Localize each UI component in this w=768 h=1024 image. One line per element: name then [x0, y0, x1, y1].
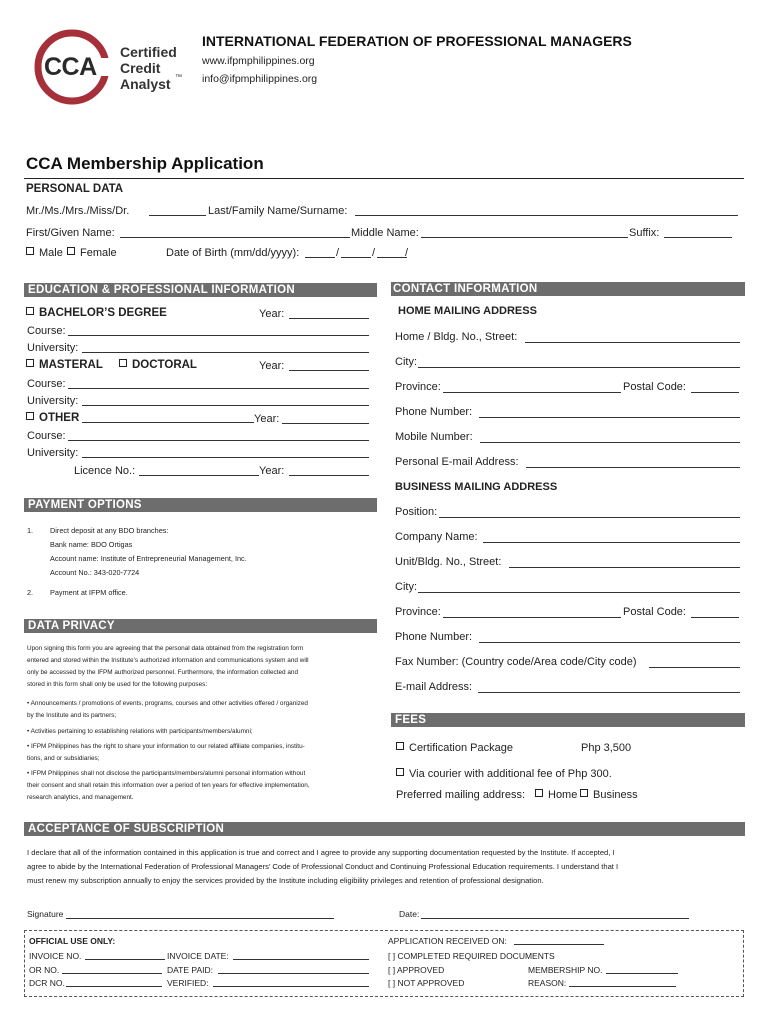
- payment-number-1: 1.: [27, 526, 34, 535]
- verified-label: VERIFIED:: [167, 978, 209, 988]
- acceptance-line-1: I declare that all of the information contained in this application is true and correct and I agree to provide any supporting documentation requested by the Institute. If accepted, I: [27, 848, 615, 857]
- home-postal-label: Postal Code:: [623, 381, 686, 393]
- privacy-text-1: Upon signing this form you are agreeing that the personal data obtained from the registration form: [27, 645, 304, 652]
- home-address-heading: HOME MAILING ADDRESS: [398, 305, 537, 317]
- business-street-field[interactable]: [509, 567, 740, 568]
- female-option[interactable]: [67, 247, 117, 260]
- first-name-field[interactable]: [120, 237, 350, 238]
- application-received-label: APPLICATION RECEIVED ON:: [388, 936, 507, 946]
- dob-label: Date of Birth (mm/dd/yyyy):: [166, 247, 300, 259]
- salutation-label: Mr./Ms./Mrs./Miss/Dr.: [26, 205, 130, 217]
- payment-bank-name: Bank name: BDO Ortigas: [50, 540, 133, 549]
- male-option[interactable]: [26, 247, 63, 260]
- title-rule: [24, 178, 744, 179]
- reason-label: REASON:: [528, 978, 567, 988]
- signature-label: Signature: [27, 909, 64, 919]
- position-field[interactable]: [439, 517, 740, 518]
- home-city-label: City:: [395, 356, 417, 368]
- home-province-label: Province:: [395, 381, 441, 393]
- privacy-text-3: only be accessed by the IFPM authorized personnel. Furthermore, the information collected and: [27, 669, 299, 676]
- privacy-bullet-1a: • Announcements / promotions of events, programs, courses and other activities offered / organized: [27, 700, 308, 707]
- position-label: Position:: [395, 506, 438, 518]
- business-email-label: E-mail Address:: [395, 681, 473, 693]
- form-title: CCA Membership Application: [26, 154, 264, 173]
- membership-no-field[interactable]: [606, 973, 678, 974]
- bachelors-option[interactable]: [26, 307, 167, 320]
- business-email-field[interactable]: [478, 692, 740, 693]
- logo-trademark: ™: [175, 74, 182, 81]
- dcr-no-field[interactable]: [66, 986, 162, 987]
- masteral-option[interactable]: [26, 359, 103, 372]
- certification-price: Php 3,500: [581, 742, 632, 754]
- home-postal-field[interactable]: [691, 392, 739, 393]
- acceptance-heading: ACCEPTANCE OF SUBSCRIPTION: [24, 822, 745, 836]
- business-phone-label: Phone Number:: [395, 631, 473, 643]
- business-province-label: Province:: [395, 606, 441, 618]
- payment-account-name: Account name: Institute of Entrepreneurial Management, Inc.: [50, 554, 247, 563]
- education-heading: EDUCATION & PROFESSIONAL INFORMATION: [24, 283, 377, 297]
- privacy-bullet-1b: by the Institute and its partners;: [27, 712, 117, 719]
- invoice-no-label: INVOICE NO.: [29, 951, 82, 961]
- preferred-mailing-label: Preferred mailing address:: [396, 789, 526, 801]
- licence-field[interactable]: [139, 475, 259, 476]
- fax-label: Fax Number: (Country code/Area code/City code): [395, 656, 637, 668]
- privacy-bullet-3a: • IFPM Philippines has the right to share your information to our related affiliate companies, institu-: [27, 743, 305, 750]
- business-address-heading: BUSINESS MAILING ADDRESS: [395, 481, 558, 493]
- other-university-field[interactable]: [82, 457, 369, 458]
- business-postal-label: Postal Code:: [623, 606, 686, 618]
- last-name-label: Last/Family Name/Surname:: [208, 205, 348, 217]
- logo-line-2: Credit: [120, 60, 161, 76]
- middle-name-label: Middle Name:: [351, 227, 419, 239]
- other-course-label: Course:: [27, 430, 66, 442]
- masteral-year-field[interactable]: [289, 370, 369, 371]
- dob-day-field[interactable]: [341, 257, 371, 258]
- date-label: Date:: [399, 909, 420, 919]
- bachelors-year-field[interactable]: [289, 318, 369, 319]
- completed-documents-option[interactable]: [ ] COMPLETED REQUIRED DOCUMENTS: [388, 951, 555, 961]
- org-email: info@ifpmphilippines.org: [202, 73, 318, 85]
- first-name-label: First/Given Name:: [26, 227, 115, 239]
- male-checkbox-icon[interactable]: [26, 247, 34, 255]
- reason-field[interactable]: [569, 986, 676, 987]
- invoice-date-field[interactable]: [233, 959, 369, 960]
- privacy-bullet-3b: tions, and or subsidiaries;: [27, 755, 100, 762]
- licence-year-field[interactable]: [289, 475, 369, 476]
- bachelors-year-label: Year:: [259, 308, 285, 320]
- invoice-date-label: INVOICE DATE:: [167, 951, 229, 961]
- other-option[interactable]: [26, 412, 79, 425]
- female-label: Female: [80, 247, 117, 259]
- mailing-home-label: Home: [548, 789, 578, 801]
- dcr-no-label: DCR NO.: [29, 978, 65, 988]
- signature-field[interactable]: [66, 918, 334, 919]
- certification-checkbox-icon[interactable]: [396, 742, 404, 750]
- bachelors-course-field[interactable]: [68, 335, 369, 336]
- verified-field[interactable]: [213, 986, 369, 987]
- business-phone-field[interactable]: [479, 642, 740, 643]
- dob-slash-1: /: [336, 247, 340, 259]
- dob-year-field[interactable]: [377, 257, 407, 258]
- privacy-text-2: entered and stored within the Institute’s authorized information and communications system and will: [27, 657, 309, 664]
- doctoral-option[interactable]: [119, 359, 197, 372]
- acceptance-line-2: agree to abide by the International Federation of Professional Managers’ Code of Professional Conduct and Continuing Professional Education requirements. I understand that I: [27, 862, 619, 871]
- salutation-field[interactable]: [149, 215, 206, 216]
- suffix-label: Suffix:: [629, 227, 660, 239]
- courier-option[interactable]: [396, 768, 612, 781]
- other-label: OTHER: [39, 412, 80, 424]
- other-course-field[interactable]: [68, 440, 369, 441]
- masteral-course-label: Course:: [27, 378, 66, 390]
- fees-heading: FEES: [391, 713, 745, 727]
- org-website: www.ifpmphilippines.org: [202, 55, 315, 67]
- mobile-label: Mobile Number:: [395, 431, 473, 443]
- masteral-course-field[interactable]: [68, 388, 369, 389]
- mailing-business-checkbox-icon[interactable]: [580, 789, 588, 797]
- payment-heading: PAYMENT OPTIONS: [24, 498, 377, 512]
- date-paid-field[interactable]: [218, 973, 369, 974]
- payment-option-2: Payment at IFPM office.: [50, 588, 128, 597]
- masteral-university-label: University:: [27, 395, 79, 407]
- membership-no-label: MEMBERSHIP NO.: [528, 965, 603, 975]
- bachelors-checkbox-icon[interactable]: [26, 307, 34, 315]
- home-street-label: Home / Bldg. No., Street:: [395, 331, 518, 343]
- certification-option[interactable]: [396, 742, 513, 755]
- business-postal-field[interactable]: [691, 617, 739, 618]
- bachelors-university-label: University:: [27, 342, 79, 354]
- home-city-field[interactable]: [418, 367, 740, 368]
- payment-number-2: 2.: [27, 588, 34, 597]
- date-field[interactable]: [421, 918, 689, 919]
- female-checkbox-icon[interactable]: [67, 247, 75, 255]
- privacy-bullet-4b: their consent and shall retain this information over a period of ten years for effective implementation,: [27, 782, 310, 789]
- privacy-bullet-4c: research analytics, and management.: [27, 794, 134, 801]
- dob-month-field[interactable]: [305, 257, 335, 258]
- business-city-field[interactable]: [418, 592, 740, 593]
- home-phone-field[interactable]: [479, 417, 740, 418]
- other-year-label: Year:: [254, 413, 280, 425]
- masteral-university-field[interactable]: [82, 405, 369, 406]
- other-year-field[interactable]: [282, 423, 369, 424]
- bachelors-course-label: Course:: [27, 325, 66, 337]
- business-city-label: City:: [395, 581, 417, 593]
- other-field[interactable]: [82, 422, 254, 423]
- date-paid-label: DATE PAID:: [167, 965, 213, 975]
- logo-line-1: Certified: [120, 44, 177, 60]
- courier-checkbox-icon[interactable]: [396, 768, 404, 776]
- bachelors-label: BACHELOR’S DEGREE: [39, 307, 167, 319]
- payment-option-1: Direct deposit at any BDO branches:: [50, 526, 169, 535]
- invoice-no-field[interactable]: [85, 959, 165, 960]
- home-street-field[interactable]: [525, 342, 740, 343]
- masteral-checkbox-icon[interactable]: [26, 359, 34, 367]
- other-university-label: University:: [27, 447, 79, 459]
- acceptance-line-3: must renew my subscription annually to enjoy the services provided by the Institute including eligibility privileges and retention of professional designation.: [27, 876, 544, 885]
- or-no-field[interactable]: [62, 973, 162, 974]
- mailing-home-checkbox-icon[interactable]: [535, 789, 543, 797]
- cca-logo: [33, 28, 193, 106]
- privacy-bullet-4a: • IFPM Philippines shall not disclose the participants/members/alumni personal information without: [27, 770, 306, 777]
- approved-option[interactable]: [ ] APPROVED: [388, 965, 445, 975]
- logo-acronym: CCA: [44, 53, 97, 81]
- privacy-bullet-2: • Activities pertaining to establishing relations with participants/members/alumni;: [27, 728, 253, 735]
- payment-account-number: Account No.: 343-020-7724: [50, 568, 140, 577]
- contact-heading: CONTACT INFORMATION: [391, 282, 745, 296]
- company-field[interactable]: [483, 542, 740, 543]
- last-name-field[interactable]: [355, 215, 738, 216]
- privacy-heading: DATA PRIVACY: [24, 619, 377, 633]
- application-received-field[interactable]: [514, 944, 604, 945]
- mailing-business-label: Business: [593, 789, 638, 801]
- or-no-label: OR NO.: [29, 965, 60, 975]
- org-name: INTERNATIONAL FEDERATION OF PROFESSIONAL MANAGERS: [202, 33, 632, 49]
- home-province-field[interactable]: [443, 392, 621, 393]
- privacy-text-4: stored in this form shall only be used for the following purposes:: [27, 681, 208, 688]
- doctoral-label: DOCTORAL: [132, 359, 197, 371]
- suffix-field[interactable]: [664, 237, 732, 238]
- not-approved-option[interactable]: [ ] NOT APPROVED: [388, 978, 465, 988]
- other-checkbox-icon[interactable]: [26, 412, 34, 420]
- personal-email-field[interactable]: [526, 467, 740, 468]
- personal-heading: PERSONAL DATA: [26, 183, 124, 195]
- business-street-label: Unit/Bldg. No., Street:: [395, 556, 502, 568]
- licence-year-label: Year:: [259, 465, 285, 477]
- fax-field[interactable]: [649, 667, 740, 668]
- company-label: Company Name:: [395, 531, 478, 543]
- bachelors-university-field[interactable]: [82, 352, 369, 353]
- personal-email-label: Personal E-mail Address:: [395, 456, 519, 468]
- certification-label: Certification Package: [409, 742, 513, 754]
- doctoral-checkbox-icon[interactable]: [119, 359, 127, 367]
- dob-slash-3: /: [405, 247, 409, 259]
- masteral-label: MASTERAL: [39, 359, 103, 371]
- dob-slash-2: /: [372, 247, 376, 259]
- business-province-field[interactable]: [443, 617, 621, 618]
- licence-label: Licence No.:: [74, 465, 136, 477]
- official-heading: OFFICIAL USE ONLY:: [29, 936, 116, 946]
- middle-name-field[interactable]: [421, 237, 628, 238]
- logo-line-3: Analyst: [120, 76, 171, 92]
- male-label: Male: [39, 247, 63, 259]
- masteral-year-label: Year:: [259, 360, 285, 372]
- mailing-home-option[interactable]: [535, 789, 577, 802]
- home-phone-label: Phone Number:: [395, 406, 473, 418]
- mobile-field[interactable]: [480, 442, 740, 443]
- courier-label: Via courier with additional fee of Php 300.: [409, 768, 612, 780]
- mailing-business-option[interactable]: [580, 789, 638, 802]
